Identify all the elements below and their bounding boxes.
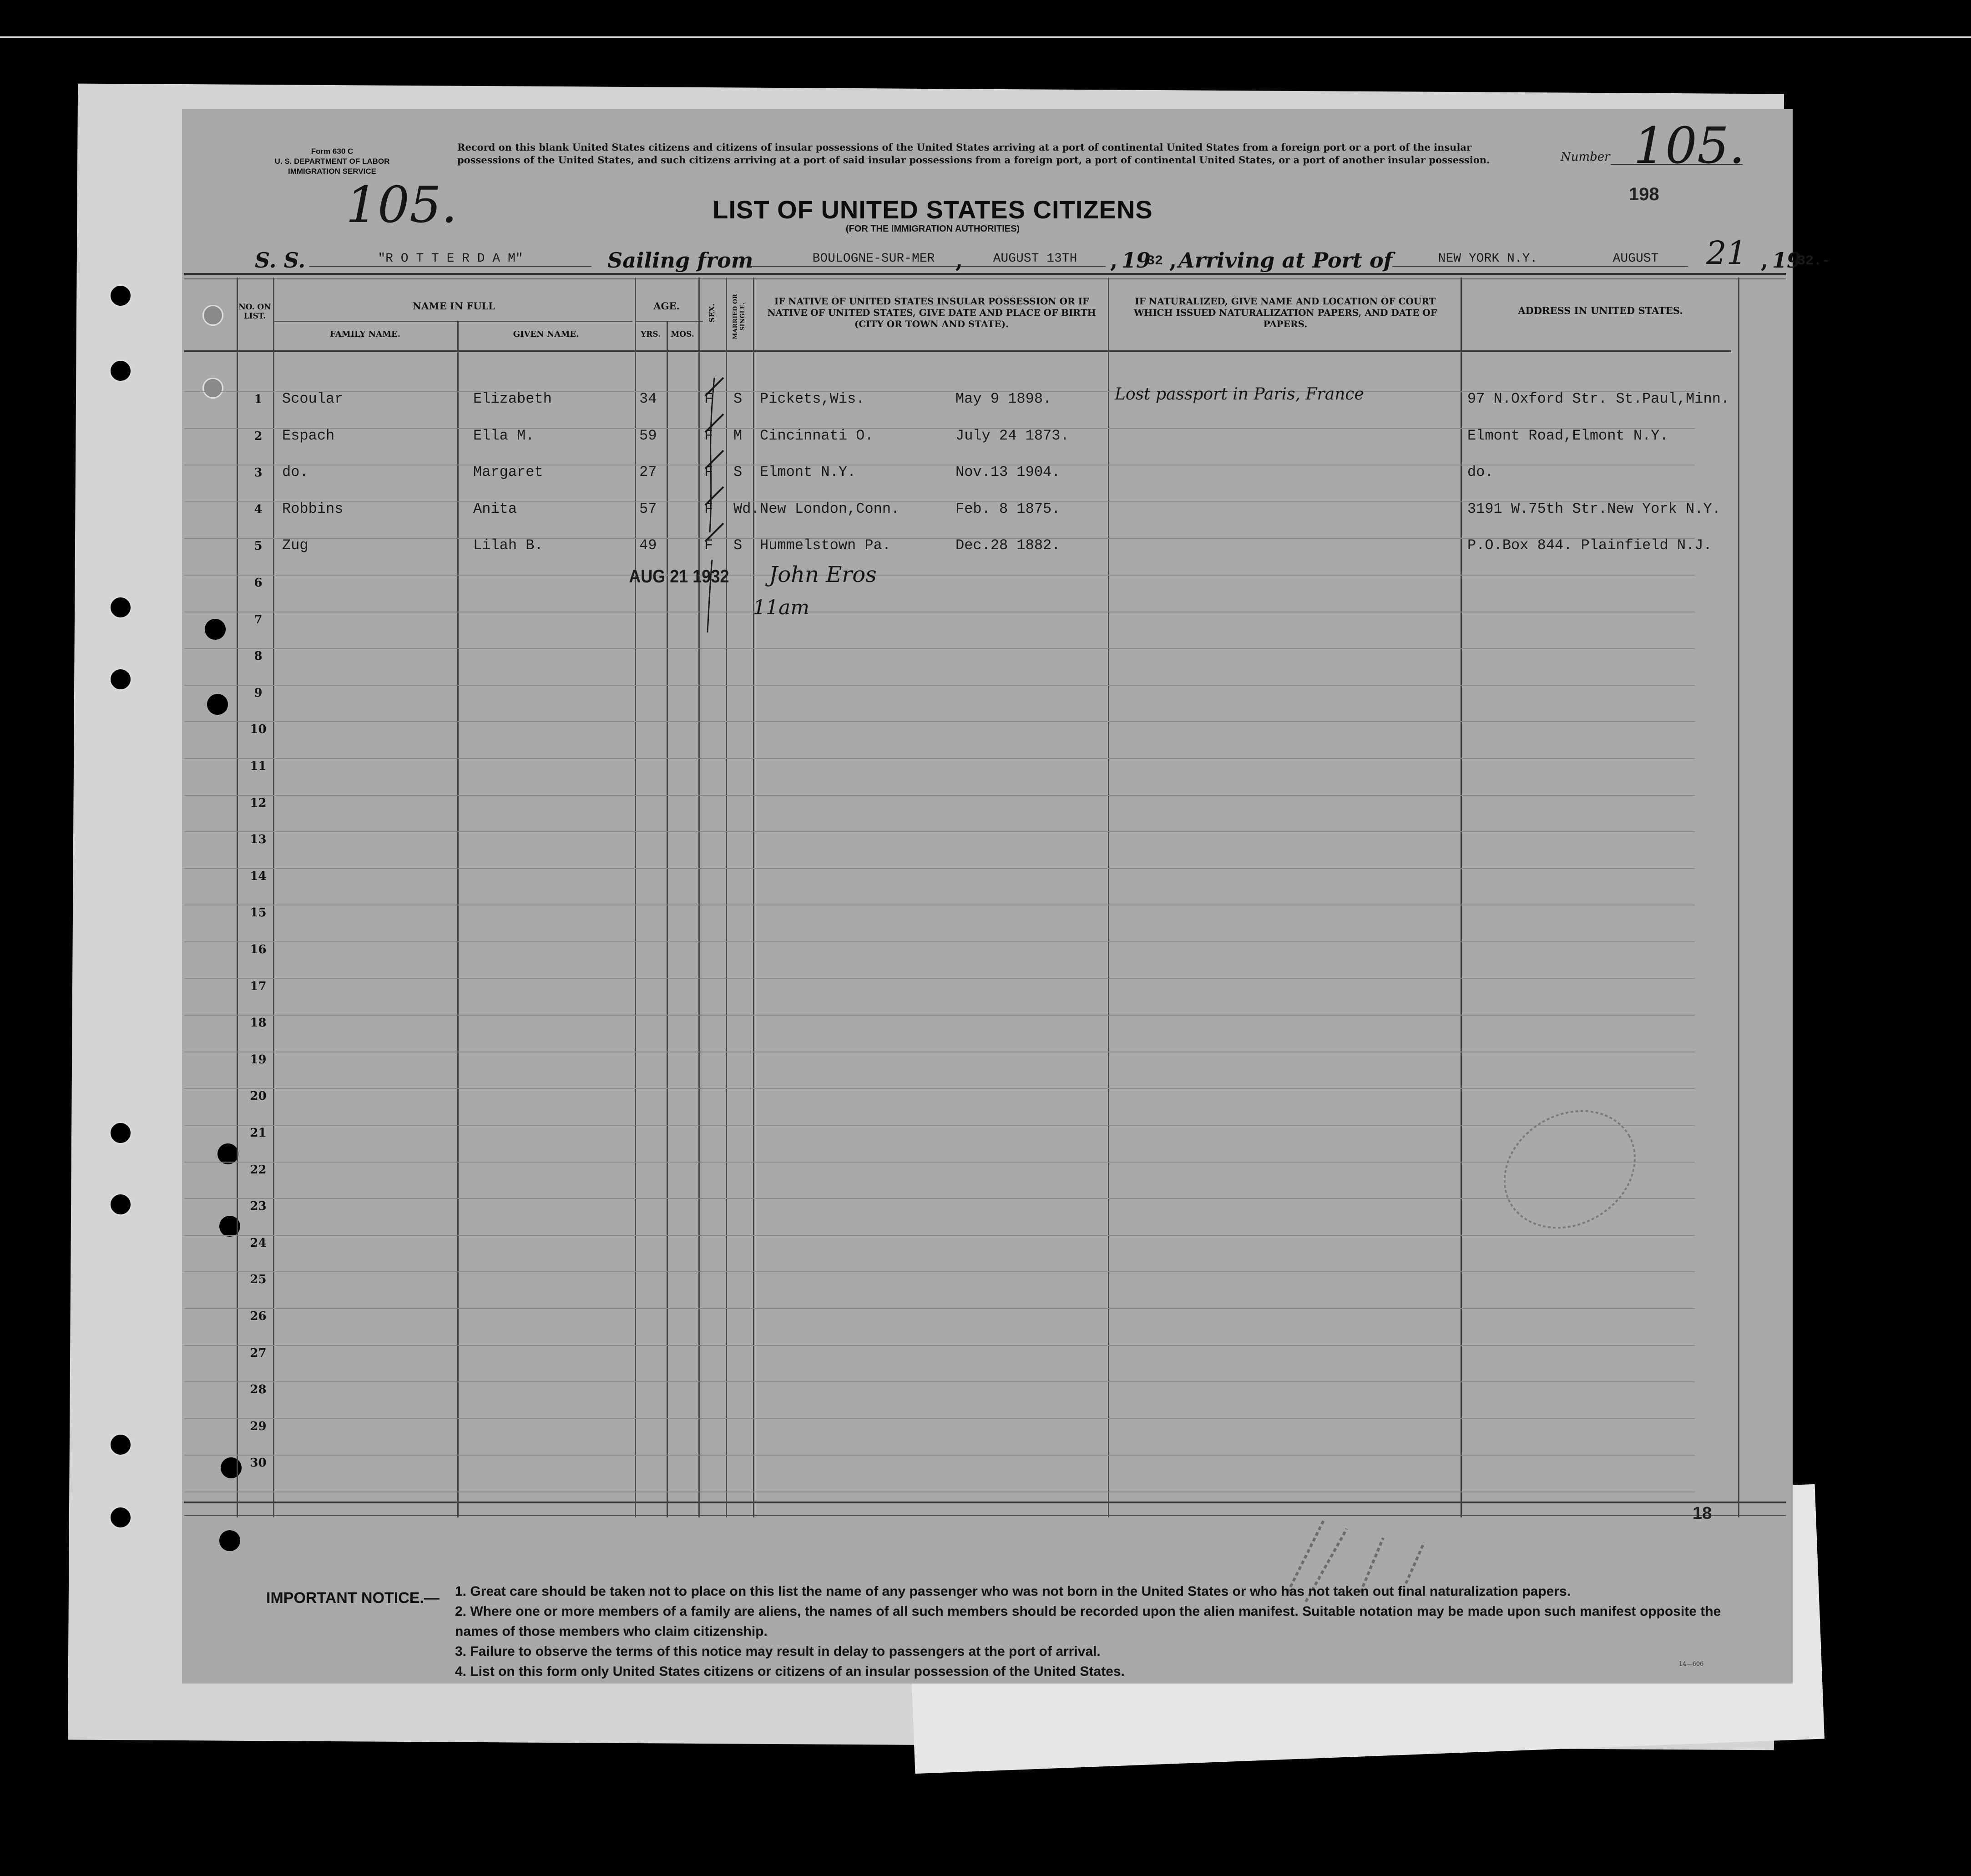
row-number: 21 [250, 1126, 267, 1140]
form-instructions: Record on this blank United States citizens and citizens of insular possessions of the United States arriving at a port of continental United States from a foreign port or a port of the insular possessions of the United States, and such citizens arriving at a port of said insular possessions from a foreign port, a port of continental United States, or a port of another insular possession. [457, 142, 1490, 166]
age-subheader-rule [635, 321, 703, 322]
punch-hole [219, 1530, 240, 1551]
birthdate-cell: May 9 1898. [955, 390, 1052, 407]
row-rule [184, 685, 1695, 686]
row-rule [184, 758, 1695, 759]
punch-hole [109, 1433, 132, 1456]
row-rule [184, 1381, 1695, 1382]
table-bottom-rule [184, 1502, 1786, 1503]
row-rule [184, 648, 1695, 649]
inspector-mark: 11am [753, 596, 809, 619]
department-name: U. S. DEPARTMENT OF LABOR [274, 157, 390, 166]
service-name: IMMIGRATION SERVICE [288, 167, 376, 176]
row-number: 29 [250, 1420, 267, 1433]
row-number: 26 [250, 1310, 267, 1323]
row-number: 3 [254, 466, 263, 480]
row-rule [184, 831, 1695, 832]
arrival-year-prefix: 19 [1772, 248, 1802, 273]
row-number: 12 [250, 796, 267, 810]
col-header-name-in-full: NAME IN FULL [412, 300, 495, 312]
row-number: 24 [250, 1236, 267, 1250]
address-cell: Elmont Road,Elmont N.Y. [1467, 427, 1668, 444]
col-divider [1108, 278, 1109, 1517]
address-cell: P.O.Box 844. Plainfield N.J. [1467, 537, 1712, 554]
birthdate-cell: July 24 1873. [955, 427, 1069, 444]
table-top-rule [184, 273, 1786, 275]
row-number: 20 [250, 1089, 267, 1103]
given-name-cell: Margaret [473, 464, 543, 480]
arrival-year: 32.- [1797, 253, 1830, 269]
age-years-cell: 34 [639, 390, 657, 407]
row-rule [184, 721, 1695, 722]
form-title: LIST OF UNITED STATES CITIZENS [713, 195, 1153, 224]
number-label: Number [1561, 150, 1610, 164]
form-id-block [255, 147, 409, 177]
birthplace-cell: Elmont N.Y. [760, 464, 856, 480]
row-number: 14 [250, 870, 267, 883]
row-number: 17 [250, 980, 267, 993]
col-header-naturalized: IF NATURALIZED, GIVE NAME AND LOCATION OF COURT WHICH ISSUED NATURALIZATION PAPERS, AND DATE OF PAPERS. [1133, 296, 1437, 329]
col-header-address: ADDRESS IN UNITED STATES. [1518, 305, 1683, 316]
punch-hole [109, 668, 132, 691]
row-rule [184, 1088, 1695, 1089]
row-rule [184, 1455, 1695, 1456]
age-years-cell: 59 [639, 427, 657, 444]
family-name-cell: Espach [282, 427, 335, 444]
sex-cell: F [704, 501, 713, 517]
col-header-given-name: GIVEN NAME. [513, 329, 579, 339]
row-rule [184, 978, 1695, 979]
row-number: 1 [254, 393, 263, 406]
age-years-cell: 49 [639, 537, 657, 554]
inspector-signature: John Eros [769, 562, 877, 587]
col-header-birth: IF NATIVE OF UNITED STATES INSULAR POSSESSION OR IF NATIVE OF UNITED STATES, GIVE DATE AND PLACE OF BIRTH (CITY OR TOWN AND STATE). [767, 296, 1096, 329]
tally-marks [673, 369, 746, 642]
notice-code: 14—606 [1679, 1661, 1704, 1668]
notice-label: IMPORTANT NOTICE.— [266, 1589, 440, 1607]
marital-status-cell: M [733, 427, 743, 444]
row-rule [184, 1015, 1695, 1016]
row-rule [184, 941, 1695, 942]
sex-cell: F [704, 427, 713, 444]
stamp-number: 198 [1629, 184, 1659, 204]
sailing-date: AUGUST 13TH [965, 252, 1106, 267]
family-name-cell: Scoular [282, 390, 344, 407]
row-number: 8 [254, 649, 263, 663]
row-number: 22 [250, 1163, 267, 1177]
notice-items [455, 1582, 1756, 1682]
col-header-mos: MOS. [671, 330, 694, 339]
row-rule [184, 1198, 1695, 1199]
col-header-yrs: YRS. [641, 330, 661, 339]
row-rule [184, 1418, 1695, 1419]
address-cell: 97 N.Oxford Str. St.Paul,Minn. [1467, 390, 1730, 407]
arrival-day: 21 [1706, 234, 1747, 272]
row-number: 10 [250, 723, 267, 736]
row-rule [184, 795, 1695, 796]
row-number: 2 [254, 430, 263, 443]
sex-cell: F [704, 464, 713, 480]
footer-mark: 18 [1693, 1504, 1712, 1523]
family-name-cell: do. [282, 464, 308, 480]
given-name-cell: Anita [473, 501, 517, 517]
age-years-cell: 57 [639, 501, 657, 517]
punch-hole [109, 596, 132, 619]
row-rule [184, 1235, 1695, 1236]
family-name-cell: Zug [282, 537, 308, 554]
punch-hole [207, 694, 228, 715]
row-number: 16 [250, 943, 267, 956]
birthplace-cell: Pickets,Wis. [760, 390, 865, 407]
number-value: 105. [1633, 116, 1745, 175]
table-top-rule-2 [184, 278, 1786, 279]
row-rule [184, 1162, 1695, 1163]
row-number: 19 [250, 1053, 267, 1067]
row-number: 13 [250, 833, 267, 846]
scan-edge-line [0, 36, 1971, 38]
col-header-married: MARRIED OR SINGLE. [732, 294, 746, 340]
row-number: 4 [254, 503, 263, 516]
birthplace-cell: Hummelstown Pa. [760, 537, 891, 554]
sailing-year: 32 [1147, 253, 1163, 269]
birthplace-cell: New London,Conn. [760, 501, 900, 517]
birthdate-cell: Nov.13 1904. [955, 464, 1061, 480]
punch-hole [221, 1457, 242, 1478]
col-divider [457, 321, 459, 1517]
given-name-cell: Elizabeth [473, 390, 552, 407]
given-name-cell: Lilah B. [473, 537, 543, 554]
handwritten-list-number: 105. [346, 176, 457, 234]
row-rule [184, 1271, 1695, 1272]
row-number: 30 [250, 1456, 267, 1470]
row-number: 25 [250, 1273, 267, 1286]
marital-status-cell: S [733, 390, 743, 407]
sailing-year-prefix: 19 [1122, 248, 1151, 273]
punch-hole [109, 1122, 132, 1144]
col-header-age: AGE. [653, 300, 680, 312]
punch-hole [109, 284, 132, 307]
col-divider [635, 278, 636, 1517]
row-number: 7 [254, 613, 263, 627]
birthdate-cell: Feb. 8 1875. [955, 501, 1061, 517]
age-years-cell: 27 [639, 464, 657, 480]
row-rule [184, 1308, 1695, 1309]
arrival-date-stamp: AUG 21 1932 [629, 566, 729, 587]
arrival-month: AUGUST [1583, 252, 1688, 267]
row-rule [184, 1345, 1695, 1346]
form-number: Form 630 C [311, 147, 354, 156]
col-divider [1461, 278, 1462, 1517]
arrival-port: NEW YORK N.Y. [1392, 252, 1583, 267]
punch-hole [202, 378, 223, 399]
name-subheader-rule [273, 321, 632, 322]
punch-hole [202, 305, 223, 326]
faint-oval-stamp [1488, 1101, 1652, 1238]
notice-item-4: 4. List on this form only United States citizens or citizens of an insular possession of the United States. [455, 1664, 1125, 1679]
punch-hole [205, 619, 226, 640]
row-number: 11 [250, 759, 267, 773]
punch-hole [109, 1193, 132, 1216]
col-divider [753, 278, 754, 1517]
birthdate-cell: Dec.28 1882. [955, 537, 1061, 554]
col-divider [667, 321, 668, 1517]
col-divider [237, 278, 238, 1517]
address-cell: do. [1467, 464, 1494, 480]
row-rule [184, 868, 1695, 869]
notice-item-2: 2. Where one or more members of a family are aliens, the names of all such members should be recorded upon the alien manifest. Suitable notation may be made upon such manifest opposite the names of those members who claim citizenship. [455, 1604, 1721, 1639]
naturalization-cell: Lost passport in Paris, France [1115, 385, 1364, 404]
marital-status-cell: S [733, 464, 743, 480]
row-number: 23 [250, 1199, 267, 1213]
col-header-no: NO. ON LIST. [238, 303, 271, 321]
voyage-line: S. S. "R O T T E R D A M" Sailing from BOULOGNE-SUR-MER , AUGUST 13TH , 19 32 , Arriving at Port of NEW YORK N.Y. AUGUST 21 , 19 32.- [255, 234, 1830, 273]
punch-hole [109, 1506, 132, 1529]
punch-hole [109, 359, 132, 382]
family-name-cell: Robbins [282, 501, 344, 517]
row-number: 28 [250, 1383, 267, 1396]
notice-item-3: 3. Failure to observe the terms of this notice may result in delay to passengers at the port of arrival. [455, 1644, 1101, 1659]
row-rule [184, 1125, 1695, 1126]
col-divider [1738, 278, 1739, 1517]
ss-label: S. S. [255, 248, 306, 273]
row-number: 6 [254, 576, 263, 590]
ship-name: "R O T T E R D A M" [309, 252, 591, 267]
arriving-label: Arriving at Port of [1178, 248, 1393, 273]
given-name-cell: Ella M. [473, 427, 535, 444]
col-divider [273, 278, 274, 1517]
table-bottom-rule-2 [184, 1515, 1786, 1516]
col-header-family-name: FAMILY NAME. [330, 329, 400, 339]
row-rule [184, 575, 1695, 576]
marital-status-cell: Wd. [733, 501, 760, 517]
row-number: 5 [254, 539, 263, 553]
sailing-port: BOULOGNE-SUR-MER [751, 252, 996, 267]
sailing-label: Sailing from [607, 248, 753, 273]
address-cell: 3191 W.75th Str.New York N.Y. [1467, 501, 1721, 517]
row-number: 15 [250, 906, 267, 920]
marital-status-cell: S [733, 537, 743, 554]
row-number: 9 [254, 686, 263, 700]
notice-item-1: 1. Great care should be taken not to place on this list the name of any passenger who was not born in the United States or who has not taken out final naturalization papers. [455, 1584, 1571, 1599]
row-number: 18 [250, 1016, 267, 1030]
col-header-sex: SEX. [708, 303, 716, 323]
sex-cell: F [704, 537, 713, 554]
header-bottom-rule [184, 350, 1731, 352]
row-number: 27 [250, 1346, 267, 1360]
form-subtitle: (FOR THE IMMIGRATION AUTHORITIES) [845, 224, 1020, 234]
sex-cell: F [704, 390, 713, 407]
birthplace-cell: Cincinnati O. [760, 427, 874, 444]
